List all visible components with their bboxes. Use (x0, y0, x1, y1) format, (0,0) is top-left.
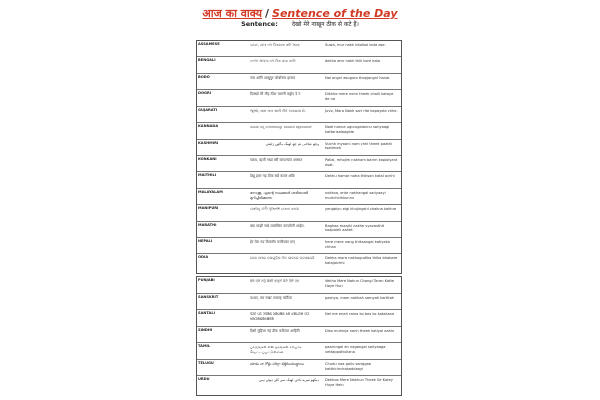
native-cell: ᱧᱮᱞ ᱢᱮ ᱤᱧᱟᱜ ᱨᱟᱢᱟᱜ ᱠᱚ ᱥᱟᱦᱮᱫ ᱛᱮ ᱠᱚᱛᱟᱜᱟᱠᱟᱱᱟ (250, 312, 310, 321)
native-cell: हेर मेरा नङ ठिकसँग काटिएका छन् (250, 240, 295, 245)
sentence-line (0, 20, 600, 28)
transliteration-cell: paarungal en nagangal sariyaaga vettappattullana (325, 345, 386, 355)
table-row (197, 238, 401, 254)
native-cell: য়েংবিয়ু ঐগী খুজিংশি চাকনা কাখ্রে (250, 207, 299, 212)
native-cell: നോക്കൂ, എന്റെ നഖങ്ങൾ ശരിയായി മുറിച്ചിരിക്കുന്നു (250, 190, 308, 200)
table-row (197, 172, 401, 188)
table-row (197, 254, 401, 270)
lang-cell: ASSAMESE (198, 42, 220, 46)
table-row (197, 277, 401, 294)
lang-cell: BENGALI (198, 58, 216, 63)
native-cell: पश्यत, मम नखाः सम्यक् कर्तिताः (250, 295, 293, 300)
lang-cell: TELUGU (198, 360, 214, 365)
native-cell: पळय, म्हजी नखां बरीं कापल्यांत आसात (250, 157, 303, 162)
lang-cell: GUJARATI (198, 107, 218, 112)
table-row (197, 205, 401, 221)
native-cell: చూడు నా గోళ్లు సరిగ్గా కత్తిరించబడ్డాయి (250, 361, 304, 366)
lang-cell: MANIPURI (198, 206, 219, 211)
native-cell: नाय आंनि आसुगुर जोबोंनाय हानाय (250, 75, 296, 80)
transliteration-cell: Chudu naa gollu sariggaa katthirinchabaddaayi (325, 361, 372, 371)
transliteration-cell: Vekho Mere Nahun Changi Taran Katte Hoye Hun (325, 279, 395, 288)
lang-cell: KANNADA (198, 124, 219, 129)
table-row (197, 41, 401, 57)
transliteration-cell: Suwa, mur nakh bhalkoi kota ase. (325, 43, 386, 47)
transliteration-cell: pashya, mam nakhah samyak kartitah (325, 295, 395, 300)
native-cell: बघा माझी नखे व्यवस्थित कापलेली आहेत. (250, 223, 305, 228)
lang-cell: DOGRI (198, 91, 212, 96)
lang-cell: ODIA (198, 255, 209, 260)
title-hindi: आज का वाक्य (202, 7, 263, 20)
table-row (197, 74, 401, 90)
transliteration-cell: yengbiyu eigi khujingshi chakna kakhre (325, 207, 397, 212)
lang-cell: BODO (198, 74, 210, 79)
native-cell: চোৱা, মোৰ নখ ঠিকমতে কটা হৈছে (250, 43, 300, 47)
transliteration-cell: here mera nang thiksangai katiyeka chhan (325, 240, 390, 249)
transliteration-cell: Dekhoo Mere Nakhun Theek Se Katey Huye Hein (325, 378, 393, 388)
table-row (197, 123, 401, 139)
lang-cell: PUNJABI (198, 278, 215, 282)
table-row (197, 156, 401, 172)
transliteration-cell: Nel me enah rama ko bes ko katakana (325, 312, 395, 317)
table-row (197, 90, 401, 106)
transliteration-cell: nokkoo, ente nakhangal sariyaayi murichirikkunnu (325, 190, 386, 200)
table-row (197, 294, 401, 311)
translation-table-2 (196, 276, 402, 396)
title-separator: / (265, 7, 270, 20)
lang-cell: URDU (198, 377, 210, 382)
transliteration-cell: Dekhu hamar naha thiksan katal achhi (325, 174, 395, 179)
lang-cell: MARATHI (198, 222, 217, 227)
native-cell: ನೋಡು ನನ್ನ ಉಗುರುಗಳನ್ನು ಸರಿಯಾಗಿ ಕತ್ತರಿಸಲಾಗಿದೆ (250, 125, 312, 130)
transliteration-cell: Diso muhinja nanh theek katiyal aahin (325, 328, 395, 333)
native-cell: दिक्खो मेरे नौंह ठीक चाल्ली कट्टोए दे न (250, 92, 301, 97)
transliteration-cell: Pallai, mhojim nakham barim kaplolyant asat. (325, 157, 398, 167)
table-row (197, 343, 401, 360)
sentence-text: देखो मेरे नाखून ठीक से कटे हैं। (291, 21, 359, 28)
lang-cell: SINDHI (198, 327, 213, 332)
transliteration-cell: Juvo, Mara Nakh sari rite kapayela chhe. (325, 108, 398, 113)
transliteration-cell: Dikkho mere nohn theek challi katoye de na (325, 92, 394, 102)
lang-cell: MALAYALAM (198, 189, 223, 194)
table-row (197, 376, 401, 393)
transliteration-cell: Vuchh myaani nam chhi theek paathi tsatimeti (325, 141, 393, 151)
table-row (197, 222, 401, 238)
native-cell: ଦେଖ ମୋର ନଖଗୁଡ଼ିକ ଠିକ ଭାବରେ କଟାଯାଇଛି (250, 256, 315, 261)
table-row (197, 189, 401, 205)
native-cell: देखू हमर नह ठीक सन्ने कटल अछि (250, 174, 295, 179)
lang-cell: KONKANI (198, 156, 217, 161)
native-cell: பாருங்கள் என் நகங்கள் சரியாக வெட்டப்பட்டுள்ளன (250, 345, 302, 355)
native-cell: দেখো আমার নখ ঠিক করে কাটা (250, 59, 296, 64)
transliteration-cell: Nai angni asuguro thopjangni hanai. (325, 75, 391, 80)
lang-cell: SANSKRIT (198, 294, 219, 299)
native-cell: دیکھو میرے ناخن ٹھیک سے کٹے ہوئے ہیں (258, 378, 319, 383)
native-cell: وچھ میٚانٛی نم چھِ ٹھیک پٲٹھۍ ژٹمٕتۍ (265, 141, 319, 146)
title-english: Sentence of the Day (272, 7, 398, 20)
table-row (197, 310, 401, 327)
transliteration-cell: Nodi nanna ugurugalannu sariyaagi kattarisalaagide (325, 125, 390, 134)
table-row (197, 360, 401, 377)
native-cell: दिसो मुहिंजा नंहं ठीक कटियल आहिनि (250, 328, 300, 333)
lang-cell: SANTALI (198, 311, 215, 316)
transliteration-cell: Baghaa maajhi nakhe vyavasthit kaapaleli aahet. (325, 223, 385, 233)
page-title (0, 6, 600, 21)
translation-table-1 (196, 40, 402, 274)
lang-cell: KASHMIRI (198, 140, 219, 145)
table-row (197, 140, 401, 156)
native-cell: ਵੇਖੋ ਮੇਰੇ ਨਹੁੰ ਚੰਗੀ ਤਰ੍ਹਾਂ ਕੱਟੇ ਹੋਏ ਹਨ (250, 279, 300, 283)
lang-cell: TAMIL (198, 344, 211, 349)
table-row (197, 327, 401, 344)
sentence-label: Sentence: (241, 20, 278, 28)
lang-cell: MAITHILI (198, 173, 217, 178)
table-row (197, 107, 401, 123)
transliteration-cell: dekho amr nokh thik kore kata (325, 59, 381, 64)
lang-cell: NEPALI (198, 239, 213, 244)
native-cell: જુઓ, મારા નખ સારી રીતે કાપવામાં છે. (250, 108, 306, 113)
transliteration-cell: Dekha mora nakhagudika thika bhabare katajaichhi (325, 256, 398, 266)
table-row (197, 57, 401, 73)
